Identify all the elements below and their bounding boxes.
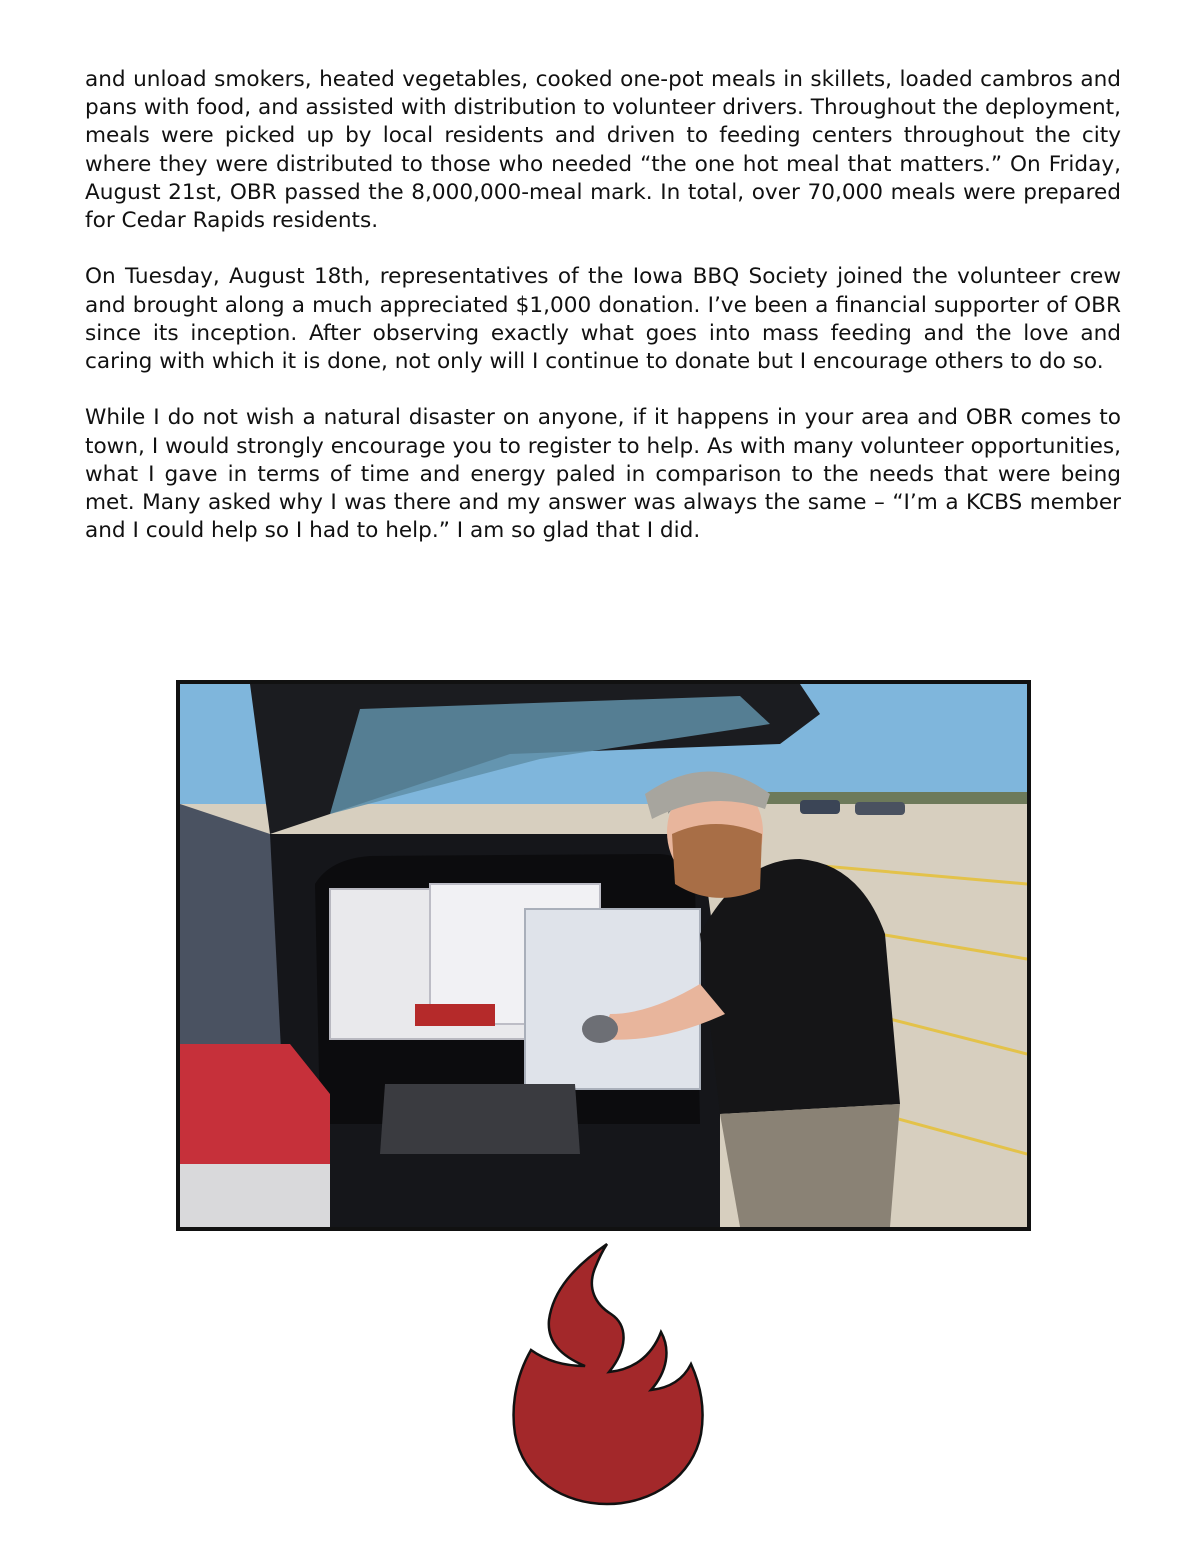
article-body bbox=[85, 66, 1121, 574]
paragraph-2: On Tuesday, August 18th, representatives of the Iowa BBQ Society joined the volunteer crew and brought along a much appreciated $1,000 donation. I’ve been a financial supporter of OBR since its inception. After observing exactly what goes into mass feeding and the love and caring with which it is done, not only will I continue to donate but I encourage others to do so. bbox=[85, 264, 1121, 375]
paragraph-1: and unload smokers, heated vegetables, cooked one-pot meals in skillets, loaded cambros and pans with food, and assisted with distribution to volunteer drivers. Throughout the deployment, meals were picked up by local residents and driven to feeding centers throughout the city where they were distributed to those who needed “the one hot meal that matters.” On Friday, August 21st, OBR passed the 8,000,000-meal mark. In total, over 70,000 meals were prepared for Cedar Rapids residents. bbox=[85, 67, 1121, 234]
flame-icon bbox=[505, 1238, 705, 1508]
volunteer-photo bbox=[176, 680, 1031, 1231]
photo-illustration bbox=[180, 684, 1027, 1227]
paragraph-3: While I do not wish a natural disaster on anyone, if it happens in your area and OBR comes to town, I would strongly encourage you to register to help. As with many volunteer opportunities, what I gave in terms of time and energy paled in comparison to the needs that were being met. Many asked why I was there and my answer was always the same – “I’m a KCBS member and I could help so I had to help.” I am so glad that I did. bbox=[85, 405, 1121, 544]
